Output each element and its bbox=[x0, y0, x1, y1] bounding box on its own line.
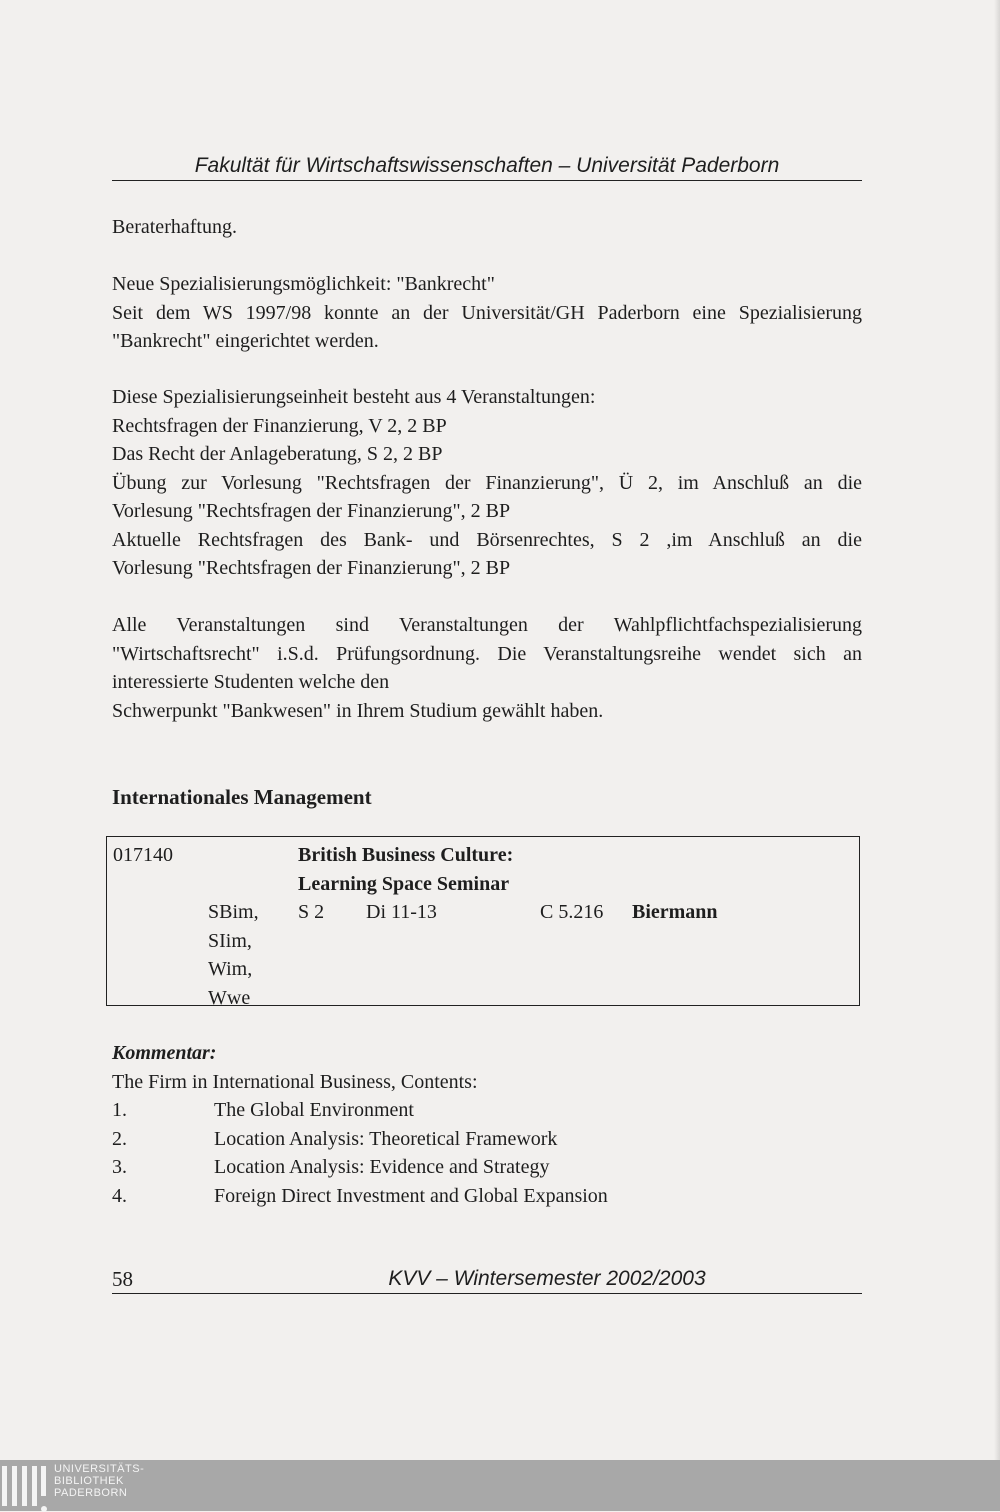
course-program: Wim, bbox=[208, 958, 253, 980]
list-item-text: Foreign Direct Investment and Global Expansion bbox=[214, 1184, 608, 1207]
library-name bbox=[54, 1463, 144, 1499]
intro-text: Beraterhaftung. bbox=[112, 216, 237, 238]
course-title-line-2: Learning Space Seminar bbox=[298, 872, 510, 895]
intro-fragment bbox=[112, 213, 862, 242]
unit-item-4-line-2: Vorlesung "Rechtsfragen der Finanzierung", 2 BP bbox=[112, 557, 511, 579]
library-name-line-2: BIBLIOTHEK bbox=[54, 1475, 124, 1487]
course-program: SIim, bbox=[208, 929, 252, 952]
bankrecht-paragraph bbox=[112, 270, 862, 356]
footer-title: KVV – Wintersemester 2002/2003 bbox=[388, 1267, 706, 1290]
summary-line-4: Schwerpunkt "Bankwesen" in Ihrem Studium gewählt haben. bbox=[112, 699, 604, 722]
course-lecturer: Biermann bbox=[632, 901, 718, 923]
course-time: Di 11-13 bbox=[366, 901, 437, 923]
unit-item-3-line-2: Vorlesung "Rechtsfragen der Finanzierung", 2 BP bbox=[112, 500, 511, 522]
list-item-text: Location Analysis: Theoretical Framework bbox=[214, 1127, 558, 1150]
course-room: C 5.216 bbox=[540, 901, 604, 923]
unit-item-1: Rechtsfragen der Finanzierung, V 2, 2 BP bbox=[112, 414, 447, 437]
list-item-text: The Global Environment bbox=[214, 1099, 414, 1121]
course-title-line-1: British Business Culture: bbox=[298, 844, 514, 866]
list-item-number: 3. bbox=[112, 1156, 127, 1178]
running-header: Fakultät für Wirtschaftswissenschaften – Universität Paderborn bbox=[112, 152, 862, 181]
contents-list bbox=[112, 1096, 862, 1210]
list-item-text: Location Analysis: Evidence and Strategy bbox=[214, 1156, 550, 1178]
library-footer-bar bbox=[0, 1460, 1000, 1511]
page-edge-shadow bbox=[994, 0, 1000, 1460]
kommentar-section bbox=[112, 1039, 862, 1210]
summary-line-2: "Wirtschaftsrecht" i.S.d. Prüfungsordnung. Die Veranstaltungsreihe wendet sich an bbox=[112, 642, 862, 665]
course-entry-box bbox=[106, 836, 860, 1009]
course-program: Wwe bbox=[208, 986, 251, 1009]
course-id: 017140 bbox=[113, 844, 173, 866]
bankrecht-line-1: Seit dem WS 1997/98 konnte an der Universität/GH Paderborn eine Spezialisierung bbox=[112, 301, 862, 324]
course-programs bbox=[208, 898, 259, 1012]
list-item-number: 1. bbox=[112, 1099, 127, 1121]
bankrecht-heading: Neue Spezialisierungsmöglichkeit: "Bankrecht" bbox=[112, 273, 495, 295]
unit-intro: Diese Spezialisierungseinheit besteht aus 4 Veranstaltungen: bbox=[112, 386, 596, 408]
bankrecht-line-2: "Bankrecht" eingerichtet werden. bbox=[112, 330, 379, 352]
library-logo-icon bbox=[2, 1466, 46, 1506]
library-name-line-3: PADERBORN bbox=[54, 1487, 128, 1499]
list-item bbox=[112, 1182, 862, 1211]
list-item bbox=[112, 1153, 862, 1182]
unit-paragraph bbox=[112, 383, 862, 583]
summary-line-1: Alle Veranstaltungen sind Veranstaltungen der Wahlpflichtfachspezialisierung bbox=[112, 614, 862, 636]
summary-paragraph bbox=[112, 611, 862, 725]
list-item bbox=[112, 1096, 862, 1125]
list-item bbox=[112, 1125, 862, 1154]
course-title bbox=[298, 841, 513, 898]
unit-item-3-line-1: Übung zur Vorlesung "Rechtsfragen der Finanzierung", Ü 2, im Anschluß an die bbox=[112, 471, 862, 494]
kommentar-intro: The Firm in International Business, Contents: bbox=[112, 1070, 478, 1093]
unit-item-2: Das Recht der Anlageberatung, S 2, 2 BP bbox=[112, 443, 443, 465]
list-item-number: 4. bbox=[112, 1184, 127, 1207]
kommentar-label: Kommentar: bbox=[112, 1042, 217, 1064]
list-item-number: 2. bbox=[112, 1127, 127, 1150]
section-heading: Internationales Management bbox=[112, 785, 372, 809]
unit-item-4-line-1: Aktuelle Rechtsfragen des Bank- und Börsenrechtes, S 2 ,im Anschluß an die bbox=[112, 528, 862, 551]
course-type: S 2 bbox=[298, 901, 325, 923]
library-name-line-1: UNIVERSITÄTS- bbox=[54, 1463, 145, 1475]
course-program: SBim, bbox=[208, 901, 259, 923]
page-number: 58 bbox=[112, 1267, 133, 1291]
summary-line-3: interessierte Studenten welche den bbox=[112, 671, 390, 693]
running-footer bbox=[112, 1265, 862, 1294]
